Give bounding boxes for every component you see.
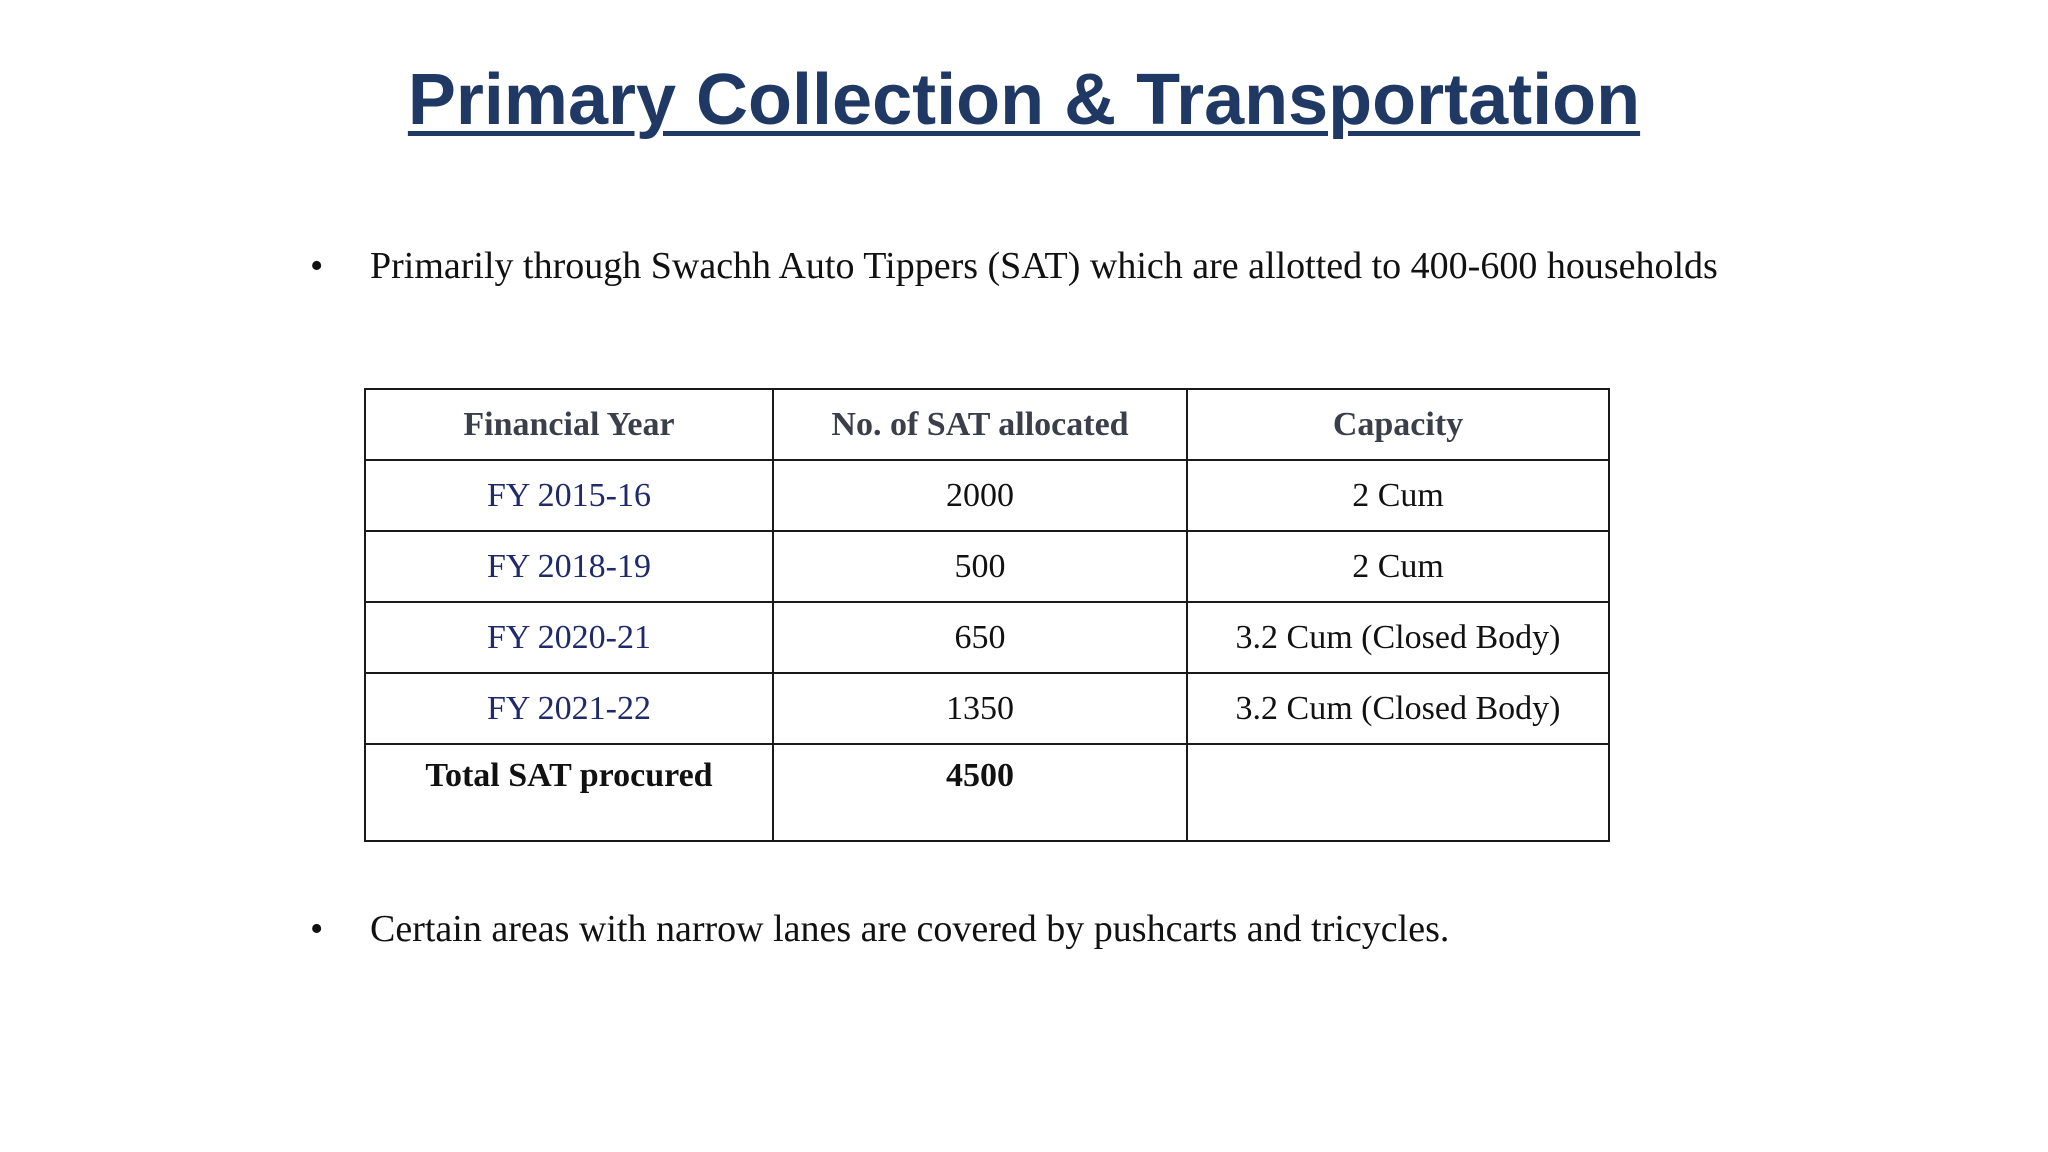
cell-total-capacity [1187, 744, 1609, 841]
table-row [365, 602, 1609, 673]
table-header-row [365, 389, 1609, 460]
cell-capacity: 2 Cum [1187, 531, 1609, 602]
cell-capacity: 3.2 Cum (Closed Body) [1187, 602, 1609, 673]
column-header-capacity: Capacity [1187, 389, 1609, 460]
column-header-sat-allocated: No. of SAT allocated [773, 389, 1187, 460]
page-title: Primary Collection & Transportation [407, 60, 1641, 140]
sat-allocation-table [364, 388, 1610, 842]
table-row [365, 673, 1609, 744]
cell-sat-count: 2000 [773, 460, 1187, 531]
bullet-marker: • [310, 245, 324, 287]
bullet-text: Primarily through Swachh Auto Tippers (SAT) which are allotted to 400-600 households [370, 245, 1718, 287]
table-row [365, 531, 1609, 602]
cell-capacity: 3.2 Cum (Closed Body) [1187, 673, 1609, 744]
cell-sat-count: 500 [773, 531, 1187, 602]
cell-sat-count: 650 [773, 602, 1187, 673]
cell-financial-year: FY 2015-16 [365, 460, 773, 531]
column-header-financial-year: Financial Year [365, 389, 773, 460]
cell-financial-year: FY 2018-19 [365, 531, 773, 602]
cell-financial-year: FY 2020-21 [365, 602, 773, 673]
bullet-marker: • [310, 908, 324, 950]
bullet-text: Certain areas with narrow lanes are covered by pushcarts and tricycles. [370, 908, 1450, 950]
cell-sat-count: 1350 [773, 673, 1187, 744]
table-row [365, 460, 1609, 531]
cell-total-count: 4500 [773, 744, 1187, 841]
cell-financial-year: FY 2021-22 [365, 673, 773, 744]
cell-capacity: 2 Cum [1187, 460, 1609, 531]
table-total-row [365, 744, 1609, 841]
cell-total-label: Total SAT procured [365, 744, 773, 841]
